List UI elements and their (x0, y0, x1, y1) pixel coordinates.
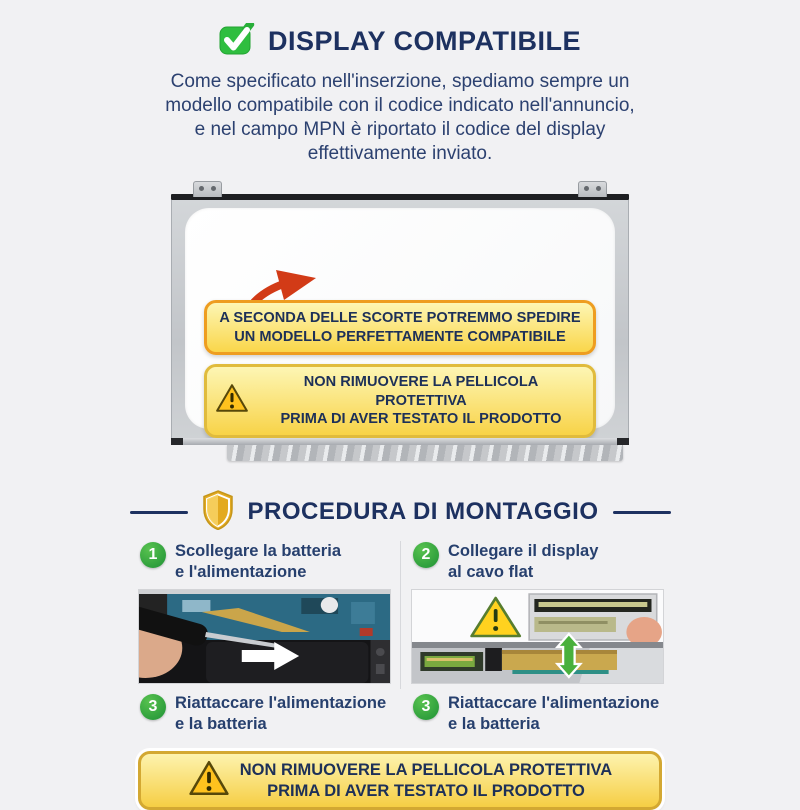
lcd-panel-illustration (171, 194, 629, 461)
panel-foil-strip (227, 445, 623, 461)
film-warning-banner (204, 364, 596, 438)
flat-cable-connect-photo (411, 589, 664, 684)
banner-text: NON RIMUOVERE LA PELLICOLA PROTETTIVA (303, 374, 539, 409)
step-2 (411, 537, 662, 589)
panel-body (171, 200, 629, 438)
step-label (175, 693, 386, 735)
step-label-line: al cavo flat (448, 563, 534, 581)
intro-line: e nel campo MPN è riportato il codice del display (194, 119, 606, 140)
hinge-bracket-right (578, 181, 607, 197)
step-label (448, 541, 598, 583)
column-divider (400, 541, 401, 689)
step-label-line: e l'alimentazione (175, 563, 307, 581)
banner-text: UN MODELLO PERFETTAMENTE COMPATIBILE (234, 328, 566, 345)
step-label-line: Riattaccare l'alimentazione (448, 694, 660, 712)
warning-triangle-icon (215, 382, 249, 419)
hinge-bracket-left (193, 181, 222, 197)
step-label-line: e la batteria (175, 715, 267, 733)
step-number-badge: 2 (413, 542, 439, 568)
intro-line: modello compatibile con il codice indicato nell'annuncio, (165, 95, 635, 116)
warning-triangle-icon (188, 759, 230, 802)
page-title: DISPLAY COMPATIBILE (267, 25, 582, 56)
battery-disconnect-photo (138, 589, 391, 684)
footer-warning-banner (138, 751, 662, 810)
banner-text: PRIMA DI AVER TESTATO IL PRODOTTO (280, 411, 562, 427)
step-label-line: Scollegare la batteria (175, 542, 341, 560)
page-header (0, 22, 800, 60)
step-1 (138, 537, 389, 589)
procedure-steps (138, 537, 662, 741)
header-dash-left (130, 511, 188, 514)
procedure-column-right (411, 537, 662, 741)
banner-text: PRIMA DI AVER TESTATO IL PRODOTTO (267, 781, 585, 800)
procedure-title: PROCEDURA DI MONTAGGIO (247, 498, 599, 525)
intro-line: Come specificato nell'inserzione, spediamo sempre un (170, 71, 630, 92)
intro-paragraph (0, 70, 800, 166)
gold-shield-icon (202, 490, 234, 535)
header-dash-right (613, 511, 671, 514)
green-check-icon (219, 23, 255, 60)
step-number-badge: 3 (413, 694, 439, 720)
banner-text: NON RIMUOVERE LA PELLICOLA PROTETTIVA (239, 760, 613, 779)
stock-notice-banner (204, 300, 596, 355)
step-number-badge: 1 (140, 542, 166, 568)
step-3-right (411, 689, 662, 741)
intro-line: effettivamente inviato. (307, 143, 493, 164)
step-number-badge: 3 (140, 694, 166, 720)
step-3-left (138, 689, 389, 741)
step-label (175, 541, 341, 583)
procedure-header (0, 491, 800, 533)
banner-text: A SECONDA DELLE SCORTE POTREMMO SPEDIRE (219, 310, 581, 326)
panel-bottom-edge (171, 438, 629, 445)
step-label-line: Riattaccare l'alimentazione (175, 694, 387, 712)
step-label-line: e la batteria (448, 715, 540, 733)
step-label-line: Collegare il display (448, 542, 599, 560)
step-label (448, 693, 659, 735)
procedure-column-left (138, 537, 389, 741)
